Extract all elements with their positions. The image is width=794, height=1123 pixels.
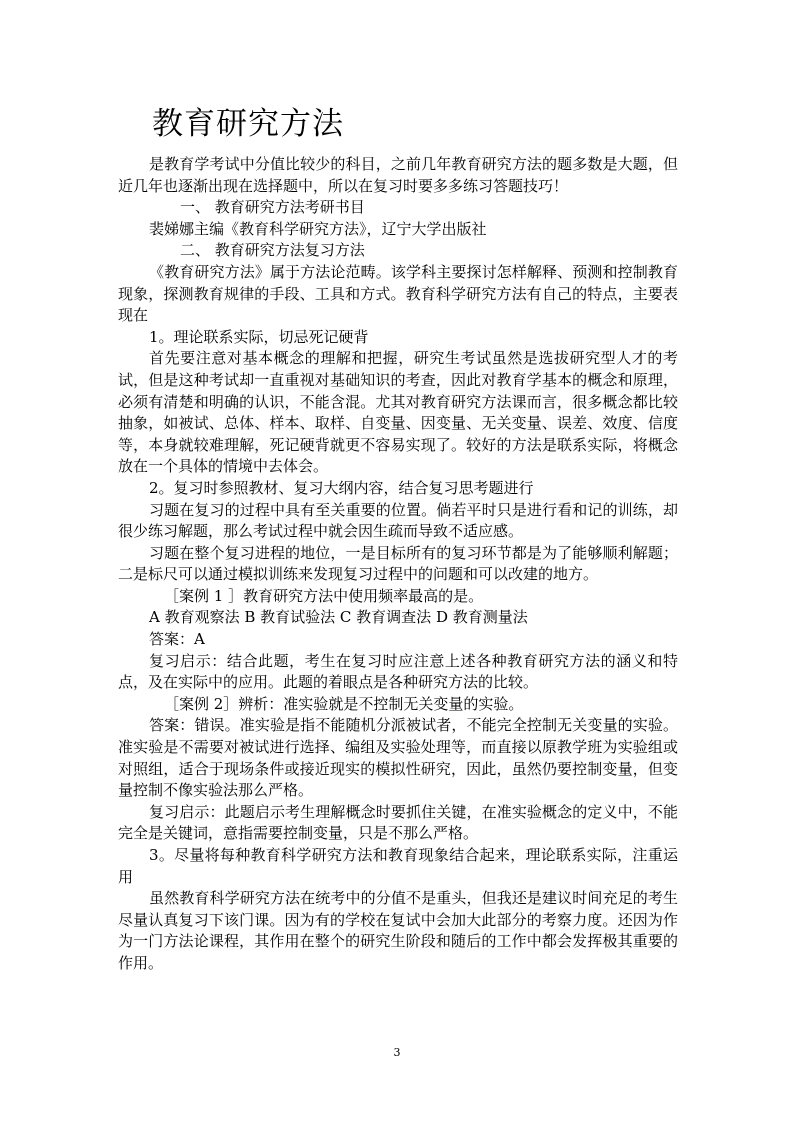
section-heading-books: 一、 教育研究方法考研书目 xyxy=(180,198,365,217)
paragraph-intro: 是教育学考试中分值比较少的科目，之前几年教育研究方法的题多数是大题，但近几年也逐渐出现在选择题中，所以在复习时要多多练习答题技巧！ xyxy=(118,155,678,195)
case-2-insight: 复习启示：此题启示考生理解概念时要抓住关键，在准实验概念的定义中，不能完全是关键词，意指需要控制变量，只是不那么严格。 xyxy=(118,802,678,843)
subheading-3: 3。尽量将每种教育科学研究方法和教育现象结合起来，理论联系实际，注重运用 xyxy=(118,846,678,886)
paragraph-book: 裴娣娜主编《教育科学研究方法》，辽宁大学出版社 xyxy=(149,219,487,238)
paragraph-conclusion: 虽然教育科学研究方法在统考中的分值不是重头，但我还是建议时间充足的考生尽量认真复习下该门课。因为有的学校在复试中会加大此部分的考察力度。还因为作为一门方法论课程，其作用在整个的研究生阶段和随后的工作中都会发挥极其重要的作用。 xyxy=(118,889,678,972)
case-1-answer: 答案：A xyxy=(149,630,205,649)
document-body xyxy=(118,154,678,975)
page-title: 教育研究方法 xyxy=(152,106,344,142)
case-2-answer: 答案：错误。准实验是指不能随机分派被试者，不能完全控制无关变量的实验。准实验是不需要对被试进行选择、编组及实验处理等，而直接以原教学班为实验组或对照组，适合于现场条件或接近现实的模拟性研究，因此，虽然仍要控制变量，但变量控制不像实验法那么严格。 xyxy=(118,716,678,800)
subheading-2: 2。复习时参照教材、复习大纲内容，结合复习思考题进行 xyxy=(149,478,534,497)
case-2-question: ［案例 2］辨析：准实验就是不控制无关变量的实验。 xyxy=(164,694,524,713)
section-heading-methods: 二、 教育研究方法复习方法 xyxy=(180,241,365,260)
paragraph-overview: 《教育研究方法》属于方法论范畴。该学科主要探讨怎样解释、预测和控制教育现象，探测教育规律的手段、工具和方式。教育科学研究方法有自己的特点，主要表现在 xyxy=(118,262,678,325)
case-1-question: ［案例 1 ］教育研究方法中使用频率最高的是。 xyxy=(164,586,484,605)
subheading-1: 1。理论联系实际，切忌死记硬背 xyxy=(149,327,369,346)
page-number: 3 xyxy=(393,1046,401,1059)
paragraph-exercise-role: 习题在整个复习进程的地位，一是目标所有的复习环节都是为了能够顺利解题；二是标尺可以通过模拟训练来发现复习过程中的问题和可以改建的地方。 xyxy=(118,543,678,584)
case-1-options: A 教育观察法 B 教育试验法 C 教育调查法 D 教育测量法 xyxy=(149,608,528,627)
paragraph-concepts: 首先要注意对基本概念的理解和把握，研究生考试虽然是选拔研究型人才的考试，但是这种考试却一直重视对基础知识的考查，因此对教育学基本的概念和原理，必须有清楚和明确的认识，不能含混。尤其对教育研究方法课而言，很多概念都比较抽象，如被试、总体、样本、取样、自变量、因变量、无关变量、误差、效度、信度等，本身就较难理解，死记硬背就更不容易实现了。较好的方法是联系实际，将概念放在一个具体的情境中去体会。 xyxy=(118,349,678,476)
paragraph-exercises: 习题在复习的过程中具有至关重要的位置。倘若平时只是进行看和记的训练，却很少练习解题，那么考试过程中就会因生疏而导致不适应感。 xyxy=(118,500,678,541)
case-1-insight: 复习启示：结合此题，考生在复习时应注意上述各种教育研究方法的涵义和特点，及在实际中的应用。此题的着眼点是各种研究方法的比较。 xyxy=(118,651,678,692)
